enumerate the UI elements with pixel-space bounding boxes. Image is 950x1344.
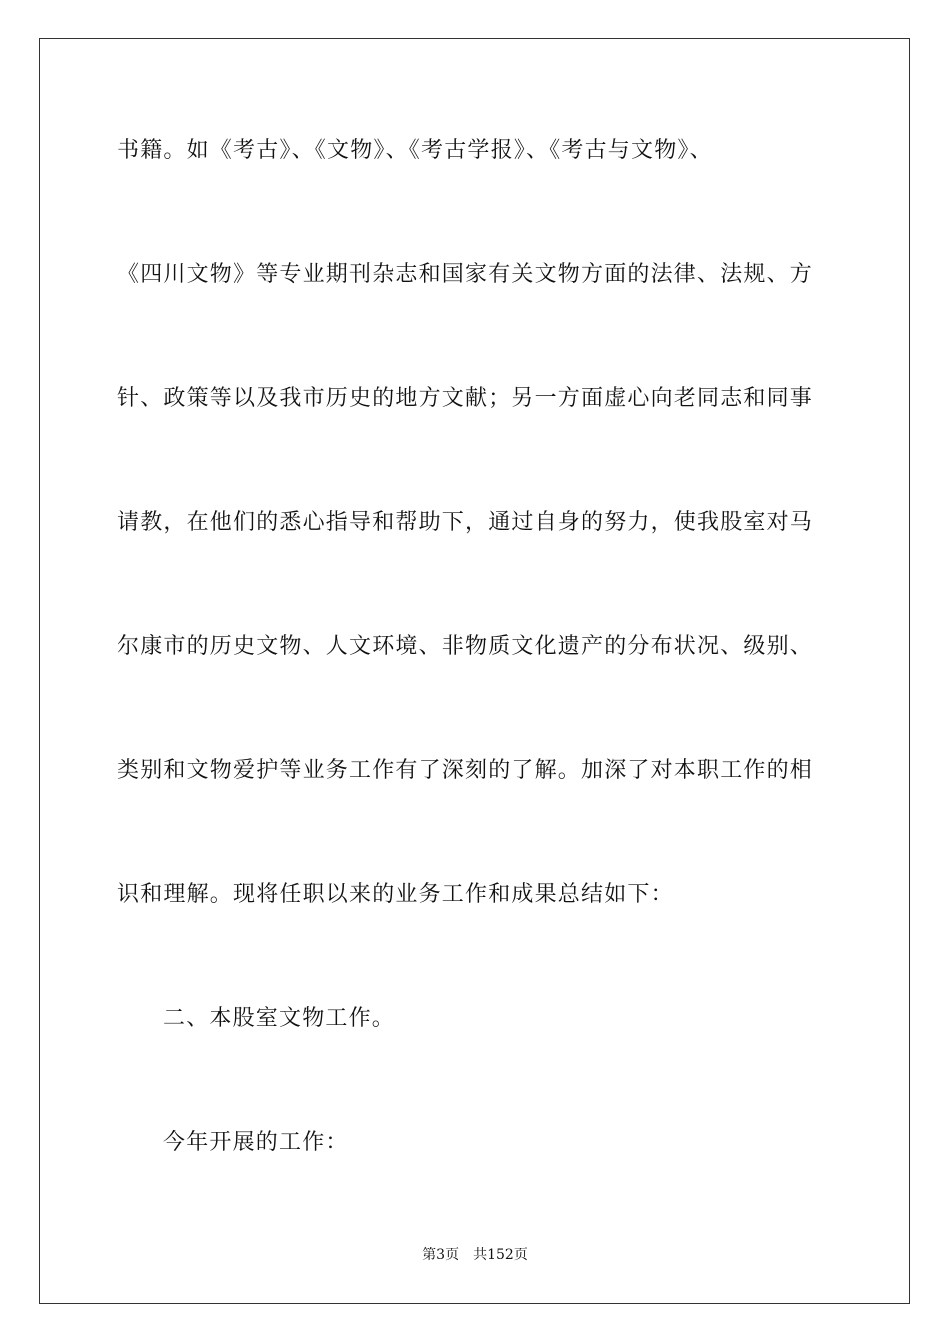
body-line-2: 《四川文物》等专业期刊杂志和国家有关文物方面的法律、法规、方 [117, 262, 814, 287]
body-line-4: 请教，在他们的悉心指导和帮助下，通过自身的努力，使我股室对马 [117, 510, 814, 535]
page-number: 第3页 [422, 1247, 460, 1263]
body-line-5: 尔康市的历史文物、人文环境、非物质文化遗产的分布状况、级别、 [117, 634, 814, 659]
body-line-3: 针、政策等以及我市历史的地方文献；另一方面虚心向老同志和同事 [117, 386, 814, 411]
body-line-6: 类别和文物爱护等业务工作有了深刻的了解。加深了对本职工作的相 [117, 758, 814, 783]
subsection-line: 今年开展的工作： [163, 1130, 349, 1155]
page-frame [39, 38, 910, 1304]
section-heading: 二、本股室文物工作。 [163, 1006, 396, 1031]
page-total: 共152页 [473, 1247, 528, 1263]
page-footer [0, 1246, 950, 1264]
body-line-7: 识和理解。现将任职以来的业务工作和成果总结如下： [117, 882, 674, 907]
body-line-1: 书籍。如《考古》、《文物》、《考古学报》、《考古与文物》、 [117, 138, 713, 163]
